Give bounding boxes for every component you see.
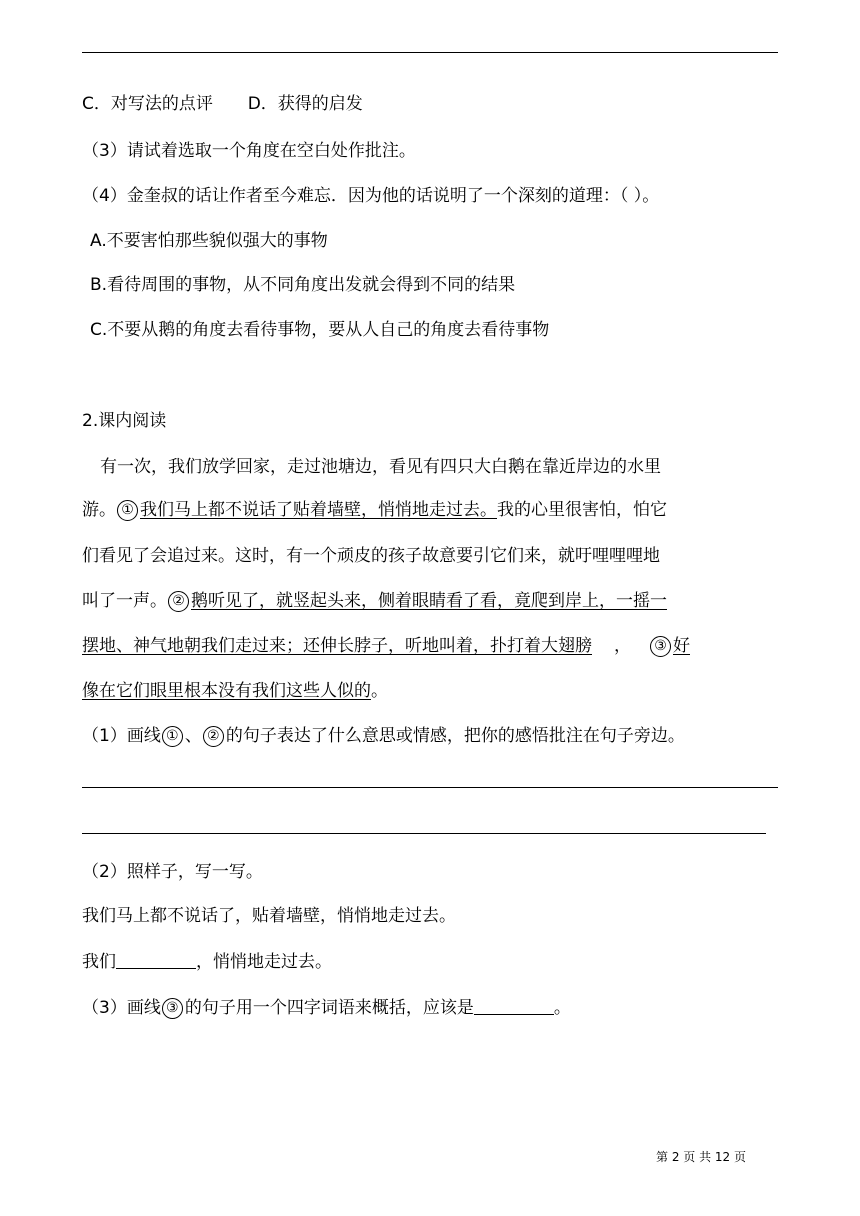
fill-blank-1[interactable]	[116, 952, 196, 969]
underlined-sentence-2: 鹅听见了，就竖起头来，侧着眼睛看了看，竟爬到岸上，一摇一	[191, 591, 667, 611]
question-text: ，悄悄地走过去。	[196, 952, 332, 972]
question-text: 的句子用一个四字词语来概括，应该是	[184, 998, 474, 1018]
fill-blank-2[interactable]	[474, 998, 554, 1015]
q1-options-cd	[82, 92, 363, 116]
question-text: （1）画线	[82, 726, 161, 746]
passage-text: 我的心里很害怕，怕它	[497, 500, 667, 520]
passage-line-6	[82, 679, 388, 703]
circled-number-3: ③	[162, 998, 183, 1019]
passage-line-5	[82, 634, 690, 658]
q2-heading: 2.课内阅读	[82, 411, 167, 431]
question-text: 、	[184, 726, 202, 746]
passage-text: 。	[371, 681, 388, 701]
q2-sub2: （2）照样子，写一写。	[82, 862, 263, 882]
passage-line-2	[82, 498, 667, 522]
fill-in-sentence	[82, 950, 332, 974]
q1-sub3: （3）请试着选取一个角度在空白处作批注。	[82, 141, 416, 161]
circled-number-1: ①	[117, 500, 138, 521]
header-rule	[82, 52, 778, 53]
circled-number-2: ②	[203, 726, 224, 747]
q1-choice-c: C.不要从鹅的角度去看待事物，要从人自己的角度去看待事物	[90, 320, 550, 340]
passage-line-1: 有一次，我们放学回家，走过池塘边，看见有四只大白鹅在靠近岸边的水里	[100, 457, 661, 477]
circled-number-1: ①	[162, 726, 183, 747]
answer-line-1[interactable]	[82, 787, 778, 788]
underlined-sentence-3-cont: 像在它们眼里根本没有我们这些人似的	[82, 681, 371, 701]
page-footer: 第 2 页 共 12 页	[656, 1150, 746, 1164]
question-text: （3）画线	[82, 998, 161, 1018]
question-text: 我们	[82, 952, 116, 972]
q2-sub1	[82, 724, 685, 748]
passage-text: 游。	[82, 500, 116, 520]
passage-line-4	[82, 589, 667, 613]
passage-line-3: 们看见了会追过来。这时，有一个顽皮的孩子故意要引它们来，就吁哩哩哩地	[82, 546, 660, 566]
option-d: D．获得的启发	[247, 94, 363, 114]
passage-text: ，	[614, 636, 631, 656]
underlined-sentence-2-cont: 摆地、神气地朝我们走过来；还伸长脖子，听地叫着，扑打着大翅膀	[82, 636, 592, 656]
passage-text: 叫了一声。	[82, 591, 167, 611]
answer-line-2[interactable]	[82, 833, 766, 834]
underlined-sentence-3: 好	[673, 636, 690, 656]
q1-choice-b: B.看待周围的事物，从不同角度出发就会得到不同的结果	[90, 275, 516, 295]
example-sentence: 我们马上都不说话了，贴着墙壁，悄悄地走过去。	[82, 906, 456, 926]
circled-number-2: ②	[168, 591, 189, 612]
circled-number-3: ③	[650, 636, 671, 657]
q1-choice-a: A.不要害怕那些貌似强大的事物	[90, 231, 328, 251]
question-text: 。	[553, 998, 571, 1018]
option-c: C．对写法的点评	[82, 94, 213, 114]
q2-sub3	[82, 996, 571, 1020]
question-text: 的句子表达了什么意思或情感，把你的感悟批注在句子旁边。	[225, 726, 685, 746]
underlined-sentence-1: 我们马上都不说话了贴着墙壁，悄悄地走过去。	[140, 500, 497, 520]
q1-sub4: （4）金奎叔的话让作者至今难忘．因为他的话说明了一个深刻的道理：（ ）。	[82, 186, 660, 206]
